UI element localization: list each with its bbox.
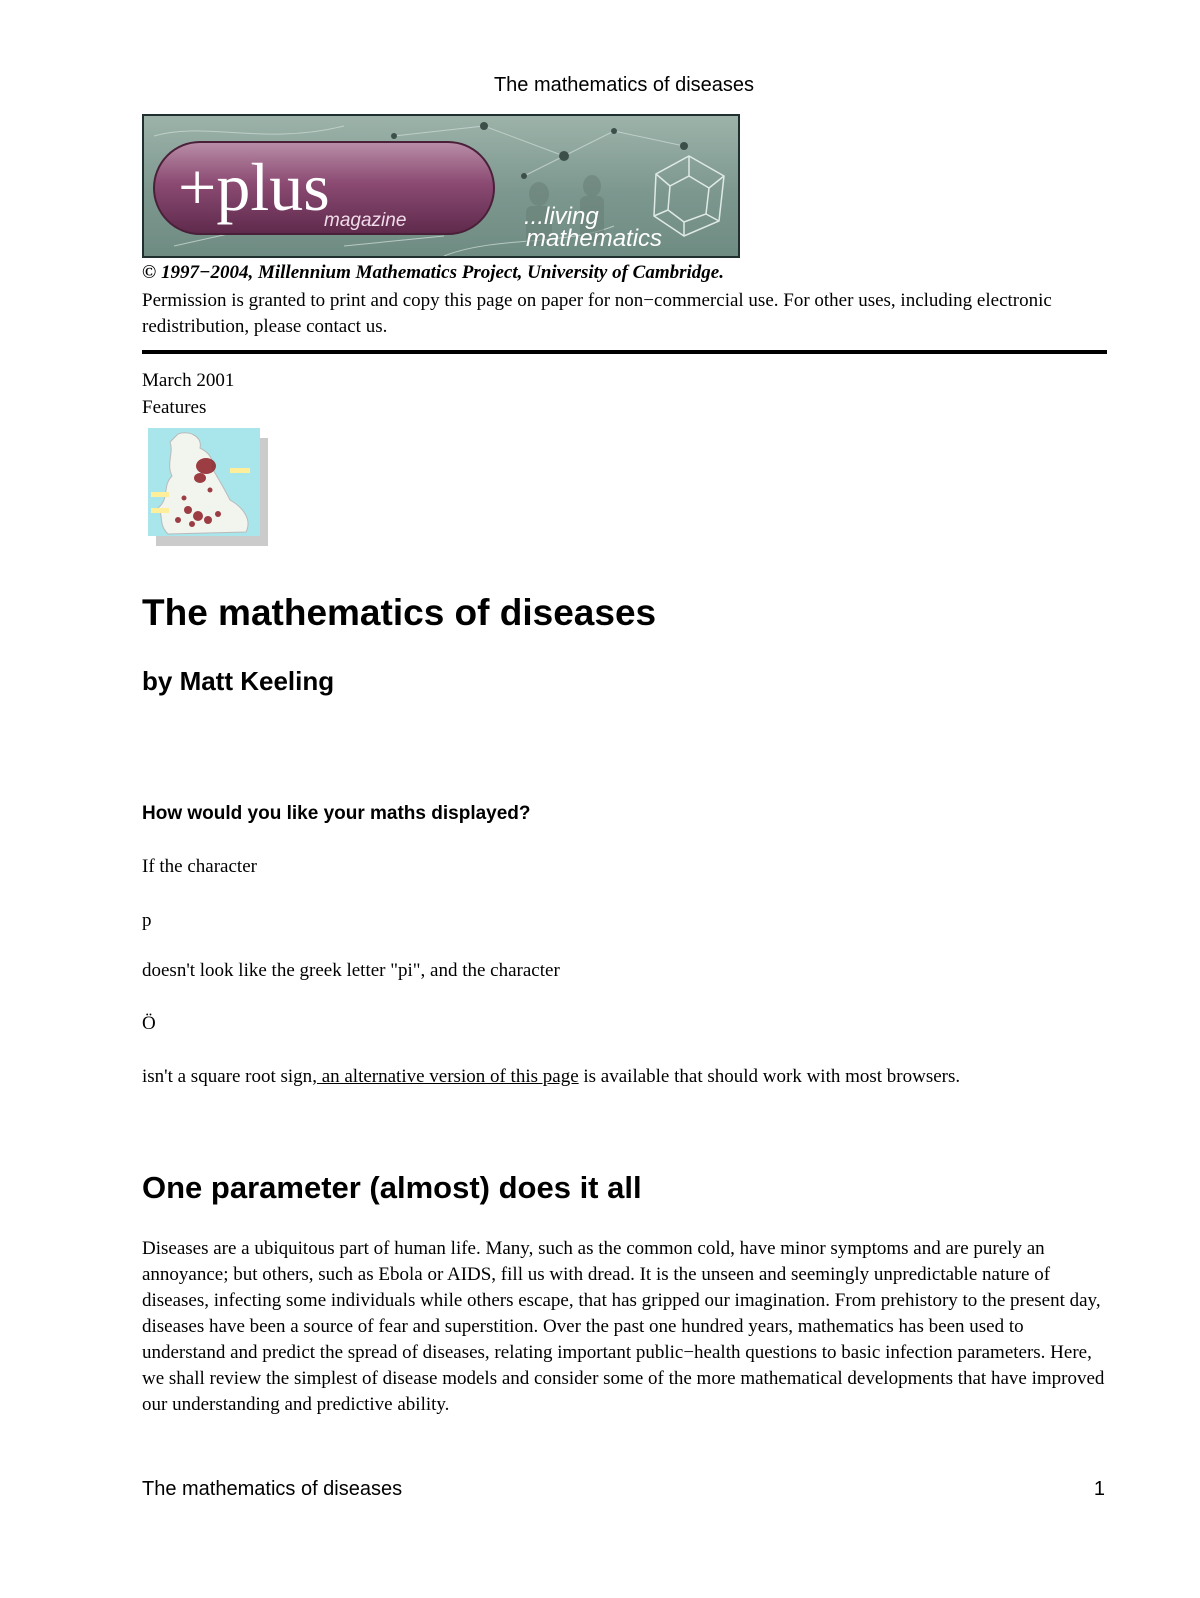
tagline-line-1: ...living [524, 203, 599, 230]
page-number: 1 [1093, 1478, 1105, 1500]
body-paragraph: Diseases are a ubiquitous part of human life. Many, such as the common cold, have minor symptoms and are purely an annoyance; but others, such as Ebola or AIDS, fill us with dread. It is the unseen and seemingly unpredictable nature of diseases, infecting some individuals while others escape, that has gripped our imagination. From prehistory to the present day, diseases have been a source of fear and superstition. Over the past one hundred years, mathematics has been used to understand and predict the spread of diseases, relating important public−health questions to basic infection parameters. Here, we shall review the simplest of disease models and consider some of the more mathematical developments that have improved our understanding and predictive ability. [142, 1238, 1105, 1415]
article-thumbnail-map [148, 428, 268, 546]
alternative-version-sentence [142, 1066, 960, 1088]
not-pi-text: doesn't look like the greek letter "pi", and the character [142, 960, 560, 981]
alternative-version-link[interactable]: , an alternative version of this page [312, 1066, 579, 1087]
footer-title: The mathematics of diseases [142, 1478, 403, 1500]
sqrt-text-before: isn't a square root sign [142, 1066, 313, 1087]
logo-subtitle: magazine [324, 210, 407, 231]
copyright-notice: © 1997−2004, Millennium Mathematics Project, University of Cambridge. [142, 262, 724, 283]
if-character-text: If the character [142, 856, 257, 877]
article-title: The mathematics of diseases [142, 592, 657, 633]
permission-notice: Permission is granted to print and copy this page on paper for non−commercial use. For other uses, including electronic redistribution, please contact us. [142, 290, 1052, 337]
sqrt-text-after: is available that should work with most browsers. [578, 1066, 961, 1087]
article-author: by Matt Keeling [142, 666, 335, 696]
issue-date: March 2001 [142, 370, 235, 391]
horizontal-rule [142, 350, 1107, 354]
tagline-line-2: mathematics [526, 225, 663, 252]
sqrt-test-glyph: Ö [142, 1013, 156, 1034]
pi-test-glyph: p [142, 910, 152, 931]
maths-display-question: How would you like your maths displayed? [142, 803, 531, 824]
banner-graphic [144, 116, 740, 258]
logo-text: +plus [178, 149, 330, 225]
running-header: The mathematics of diseases [493, 74, 755, 96]
plus-magazine-banner [142, 114, 740, 258]
section-heading: One parameter (almost) does it all [142, 1170, 642, 1205]
section-label: Features [142, 397, 207, 418]
